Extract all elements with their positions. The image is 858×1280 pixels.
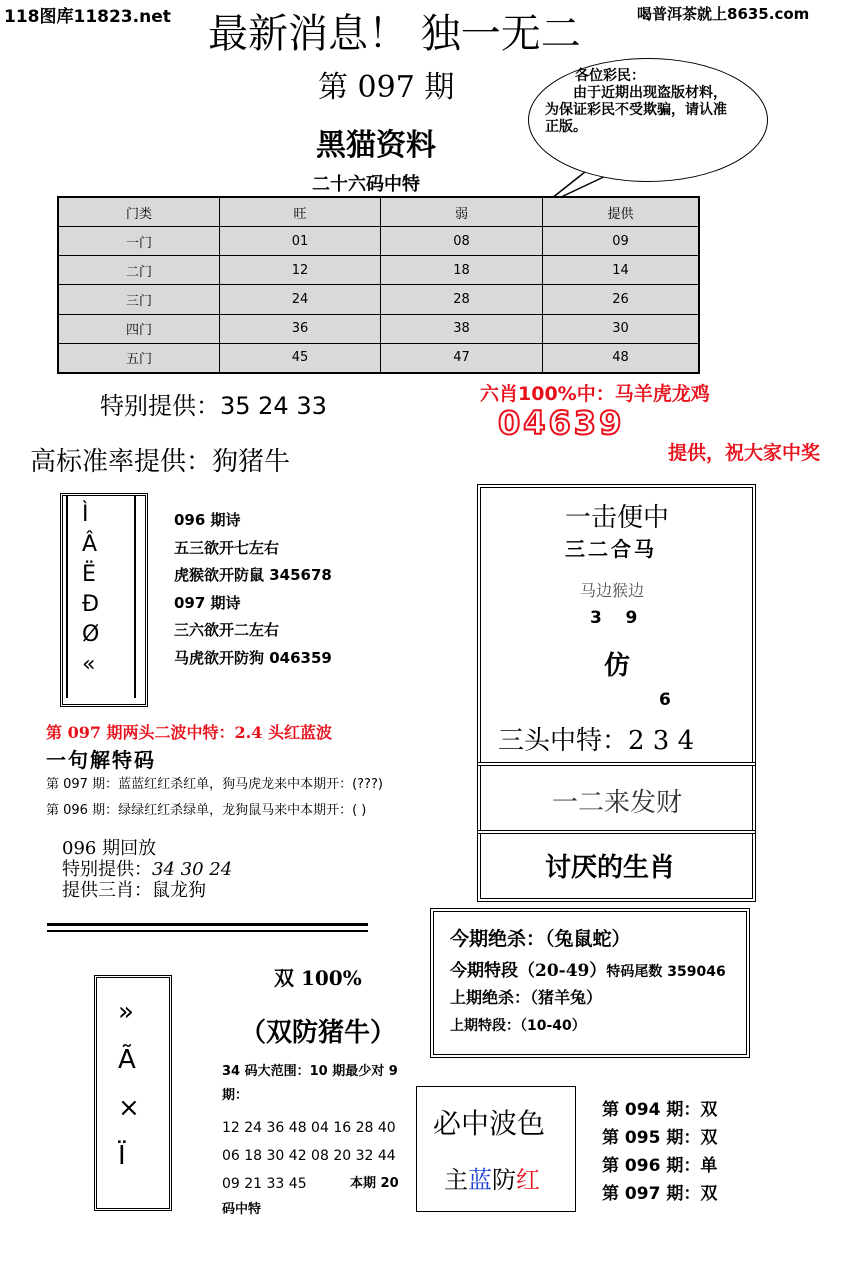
- table-cell: 二门: [58, 256, 220, 285]
- table-cell: 26: [543, 285, 700, 314]
- speech-bubble-text: [545, 68, 735, 152]
- glyph-column-1: [82, 500, 122, 680]
- one-hit-line3: 马边猴边: [580, 581, 645, 600]
- glyph: Ì: [82, 502, 89, 527]
- glyph: Ø: [82, 622, 100, 647]
- wave-blue: 蓝: [468, 1166, 492, 1194]
- history-label: 第 096 期：: [602, 1156, 701, 1176]
- history-label: 第 094 期：: [602, 1100, 701, 1120]
- table-cell: 01: [220, 227, 381, 256]
- glyph: ×: [118, 1093, 140, 1123]
- wave-line: [444, 1160, 540, 1195]
- glyph: »: [118, 997, 134, 1027]
- glyph: «: [82, 652, 96, 677]
- one-sentence-line: 第 096 期：绿绿红红杀绿单，龙狗鼠马来中本期开：( ): [46, 803, 367, 818]
- range-row: 12 24 36 48 04 16 28 40: [222, 1120, 396, 1136]
- speech-greeting: 各位彩民：: [575, 68, 645, 84]
- header-cell: 提供: [543, 197, 700, 227]
- special-provide: 特别提供：35 24 33: [100, 392, 327, 420]
- range-text: 34 码大范围：10 期最少对 9 期：: [222, 1064, 398, 1103]
- header-cell: 旺: [220, 197, 381, 227]
- one-hit-title: 一击便中: [565, 503, 670, 533]
- range-tail-2: 码中特: [222, 1202, 262, 1217]
- table-header-row: [58, 197, 699, 227]
- table-row: [58, 256, 699, 285]
- table-cell: 09: [543, 227, 700, 256]
- table-caption: 二十六码中特: [312, 174, 420, 195]
- poem-line: 虎猴欲开防鼠 345678: [174, 566, 332, 584]
- table-cell: 五门: [58, 343, 220, 373]
- two-wave-text: 第 097 期两头二波中特：2.4 头红蓝波: [46, 723, 332, 742]
- review-block: [62, 838, 232, 901]
- kill-line2b: 特码尾数 359046: [606, 964, 726, 980]
- review-three: 提供三肖：鼠龙狗: [62, 880, 206, 901]
- history-item: [602, 1180, 717, 1208]
- kill-line4: 上期特段：（10-40）: [450, 1018, 586, 1034]
- fortune-text: 一二来发财: [552, 788, 683, 818]
- double-guard: （双防猪牛）: [240, 1018, 397, 1048]
- disliked-zodiac-text: 讨厌的生肖: [545, 853, 676, 883]
- subtitle: 黑猫资料: [316, 128, 436, 163]
- poem-line: 五三欲开七左右: [174, 538, 280, 557]
- big-number: 04639: [498, 404, 625, 442]
- range-row: 06 18 30 42 08 20 32 44: [222, 1148, 396, 1164]
- wave-guard: 防: [492, 1166, 516, 1194]
- door-table: [57, 196, 700, 374]
- poem-line: 三六欲开二左右: [174, 621, 280, 639]
- three-heads: 三头中特：2 3 4: [498, 726, 695, 756]
- table-cell: 12: [220, 256, 381, 285]
- one-sentence-block: [46, 772, 383, 824]
- glyph: Ï: [118, 1141, 126, 1171]
- kill-line2a: 今期特段（20-49）: [450, 961, 607, 981]
- history-value: 单: [700, 1156, 718, 1176]
- one-sentence-title: 一句解特码: [46, 748, 156, 772]
- table-cell: 38: [381, 314, 543, 343]
- high-rate-provide: 高标准率提供：狗猪牛: [30, 447, 291, 477]
- one-hit-nums: 3 9: [590, 608, 638, 628]
- one-hit-big: 仿: [604, 651, 631, 681]
- glyph: Ð: [82, 592, 100, 617]
- table-cell: 30: [543, 314, 700, 343]
- table-cell: 18: [381, 256, 543, 285]
- divider-line: [47, 923, 368, 926]
- kill-line1: 今期绝杀：（兔鼠蛇）: [450, 928, 631, 950]
- table-row: [58, 227, 699, 256]
- kill-line3: 上期绝杀：（猪羊兔）: [450, 988, 603, 1007]
- wave-main: 主: [444, 1166, 468, 1194]
- range-row: 09 21 33 45: [222, 1176, 307, 1192]
- history-value: 双: [700, 1128, 718, 1148]
- table-cell: 36: [220, 314, 381, 343]
- history-item: [602, 1096, 717, 1124]
- table-cell: 47: [381, 343, 543, 373]
- table-cell: 48: [543, 343, 700, 373]
- wave-red: 红: [516, 1166, 540, 1194]
- history-list: [602, 1096, 717, 1208]
- table-cell: 28: [381, 285, 543, 314]
- glyph: Ë: [82, 562, 96, 587]
- left-site-text: 118图库11823.net: [4, 7, 171, 27]
- range-tail-1: 本期 20: [350, 1176, 399, 1191]
- poem-block: [174, 507, 332, 672]
- review-title: 096 期回放: [62, 838, 157, 859]
- history-label: 第 097 期：: [602, 1184, 701, 1204]
- review-special-label: 特别提供：: [62, 859, 152, 880]
- one-hit-six: 6: [659, 690, 671, 710]
- table-cell: 24: [220, 285, 381, 314]
- kill-line2: [450, 956, 726, 981]
- wave-title: 必中波色: [433, 1107, 546, 1140]
- table-row: [58, 314, 699, 343]
- double-100: 双 100%: [274, 966, 362, 990]
- history-item: [602, 1152, 717, 1180]
- page-title: 最新消息！ 独一无二: [208, 11, 581, 57]
- poem-line: 096 期诗: [174, 511, 241, 529]
- table-cell: 45: [220, 343, 381, 373]
- header-cell: 门类: [58, 197, 220, 227]
- table-cell: 四门: [58, 314, 220, 343]
- history-label: 第 095 期：: [602, 1128, 701, 1148]
- glyph: Â: [82, 532, 98, 557]
- history-value: 双: [700, 1184, 718, 1204]
- glyph: Ã: [118, 1045, 136, 1075]
- table-cell: 三门: [58, 285, 220, 314]
- speech-body: 由于近期出现盗版材料，为保证彩民不受欺骗，请认准正版。: [545, 85, 727, 135]
- poem-line: 马虎欲开防狗 046359: [174, 648, 332, 667]
- right-site-text: 喝普洱茶就上8635.com: [637, 5, 810, 23]
- review-special-value: 34 30 24: [152, 859, 233, 880]
- header-cell: 弱: [381, 197, 543, 227]
- issue-number: 第 097 期: [318, 70, 455, 105]
- table-cell: 08: [381, 227, 543, 256]
- glyph-column-2: [118, 988, 158, 1180]
- one-sentence-line: 第 097 期：蓝蓝红红杀红单，狗马虎龙来中本期开：(???): [46, 777, 383, 792]
- table-row: [58, 343, 699, 373]
- table-cell: 一门: [58, 227, 220, 256]
- review-special: [62, 859, 232, 880]
- divider-line: [47, 930, 368, 932]
- history-item: [602, 1124, 717, 1152]
- table-row: [58, 285, 699, 314]
- six-xiao: 六肖100%中：马羊虎龙鸡: [480, 383, 710, 405]
- poem-line: 097 期诗: [174, 593, 241, 612]
- one-hit-line2: 三二合马: [565, 537, 657, 561]
- history-value: 双: [700, 1100, 718, 1120]
- table-cell: 14: [543, 256, 700, 285]
- blessing-text: 提供，祝大家中奖: [668, 442, 821, 464]
